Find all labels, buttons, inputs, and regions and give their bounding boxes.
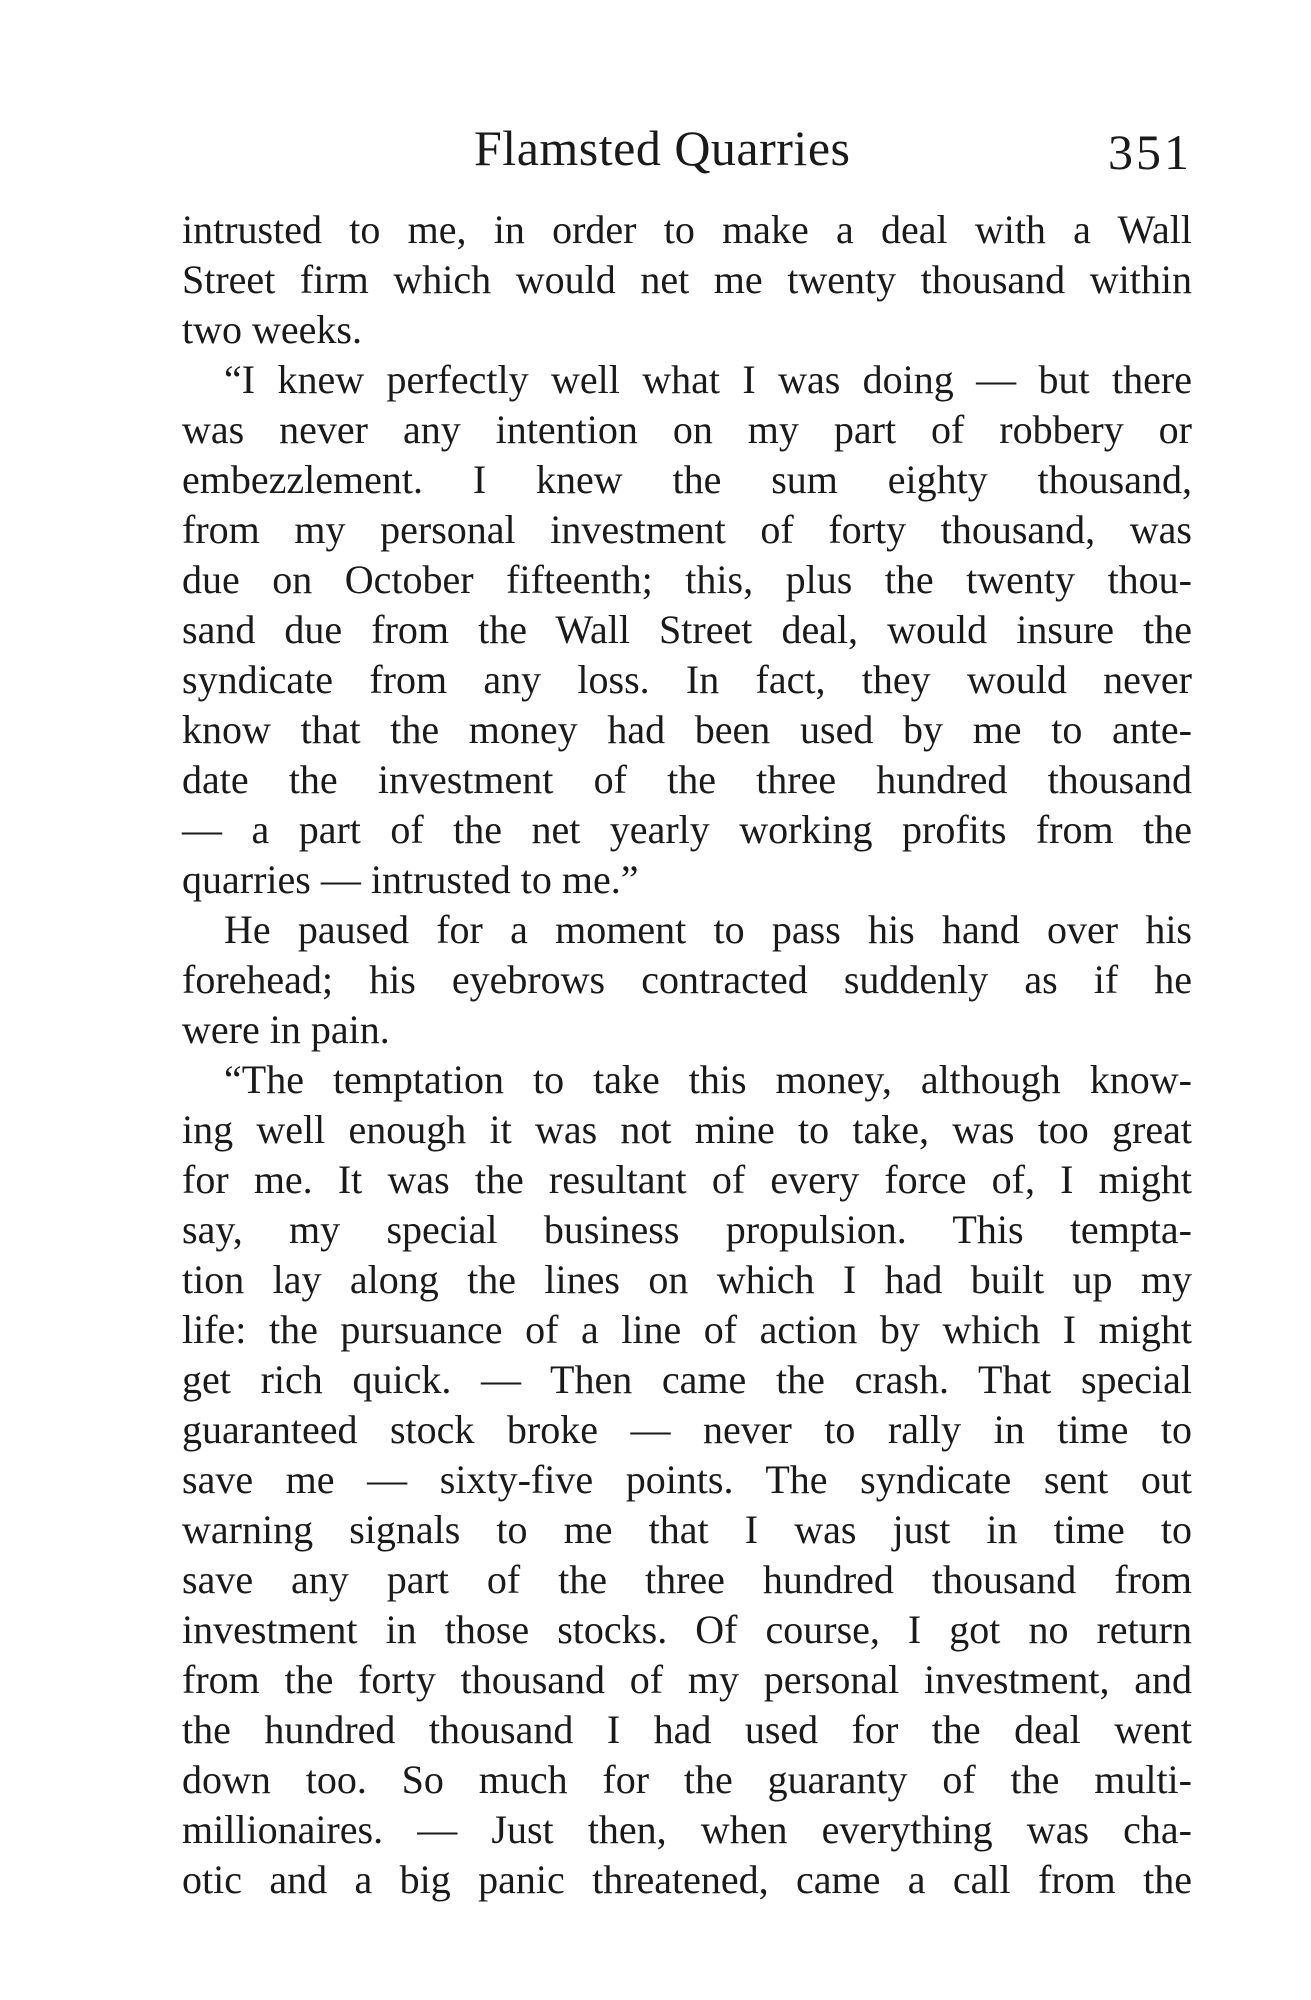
text-line: “I knew perfectly well what I was doing — but there [224, 357, 1192, 402]
text-line: Street firm which would net me twenty thousand within [182, 257, 1192, 302]
text-line: He paused for a moment to pass his hand over his [224, 907, 1192, 952]
text-line: get rich quick. — Then came the crash. That special [182, 1357, 1192, 1402]
text-line: save any part of the three hundred thousand from [182, 1557, 1192, 1602]
text-line: — a part of the net yearly working profits from the [182, 807, 1192, 852]
text-line: ing well enough it was not mine to take, was too great [182, 1107, 1192, 1152]
text-line: embezzlement. I knew the sum eighty thousand, [182, 457, 1192, 502]
text-line: due on October fifteenth; this, plus the twenty thou- [182, 557, 1192, 602]
running-title: Flamsted Quarries [474, 120, 851, 176]
text-line: intrusted to me, in order to make a deal with a Wall [182, 207, 1192, 252]
text-line: forehead; his eyebrows contracted suddenly as if he [182, 957, 1192, 1002]
text-line: was never any intention on my part of robbery or [182, 407, 1192, 452]
text-line: say, my special business propulsion. This tempta- [182, 1207, 1192, 1252]
text-line: “The temptation to take this money, although know- [224, 1057, 1192, 1102]
text-line: otic and a big panic threatened, came a call from the [182, 1857, 1192, 1902]
body-text [182, 205, 1192, 1905]
text-line: sand due from the Wall Street deal, would insure the [182, 607, 1192, 652]
text-line: were in pain. [182, 1007, 390, 1052]
text-line: millionaires. — Just then, when everything was cha- [182, 1807, 1192, 1852]
text-line: save me — sixty-five points. The syndicate sent out [182, 1457, 1192, 1502]
text-line: syndicate from any loss. In fact, they would never [182, 657, 1192, 702]
text-line: from my personal investment of forty thousand, was [182, 507, 1192, 552]
page-number: 351 [1108, 124, 1192, 180]
text-line: investment in those stocks. Of course, I got no return [182, 1607, 1192, 1652]
text-line: warning signals to me that I was just in time to [182, 1507, 1192, 1552]
text-line: guaranteed stock broke — never to rally in time to [182, 1407, 1192, 1452]
text-line: tion lay along the lines on which I had built up my [182, 1257, 1192, 1302]
text-line: know that the money had been used by me to ante- [182, 707, 1192, 752]
text-line: life: the pursuance of a line of action by which I might [182, 1307, 1192, 1352]
text-line: down too. So much for the guaranty of the multi- [182, 1757, 1192, 1802]
running-head [182, 118, 1192, 188]
text-line: date the investment of the three hundred thousand [182, 757, 1192, 802]
text-line: quarries — intrusted to me.” [182, 857, 639, 902]
text-line: for me. It was the resultant of every force of, I might [182, 1157, 1192, 1202]
text-line: from the forty thousand of my personal investment, and [182, 1657, 1192, 1702]
text-line: two weeks. [182, 307, 362, 352]
text-line: the hundred thousand I had used for the deal went [182, 1707, 1192, 1752]
